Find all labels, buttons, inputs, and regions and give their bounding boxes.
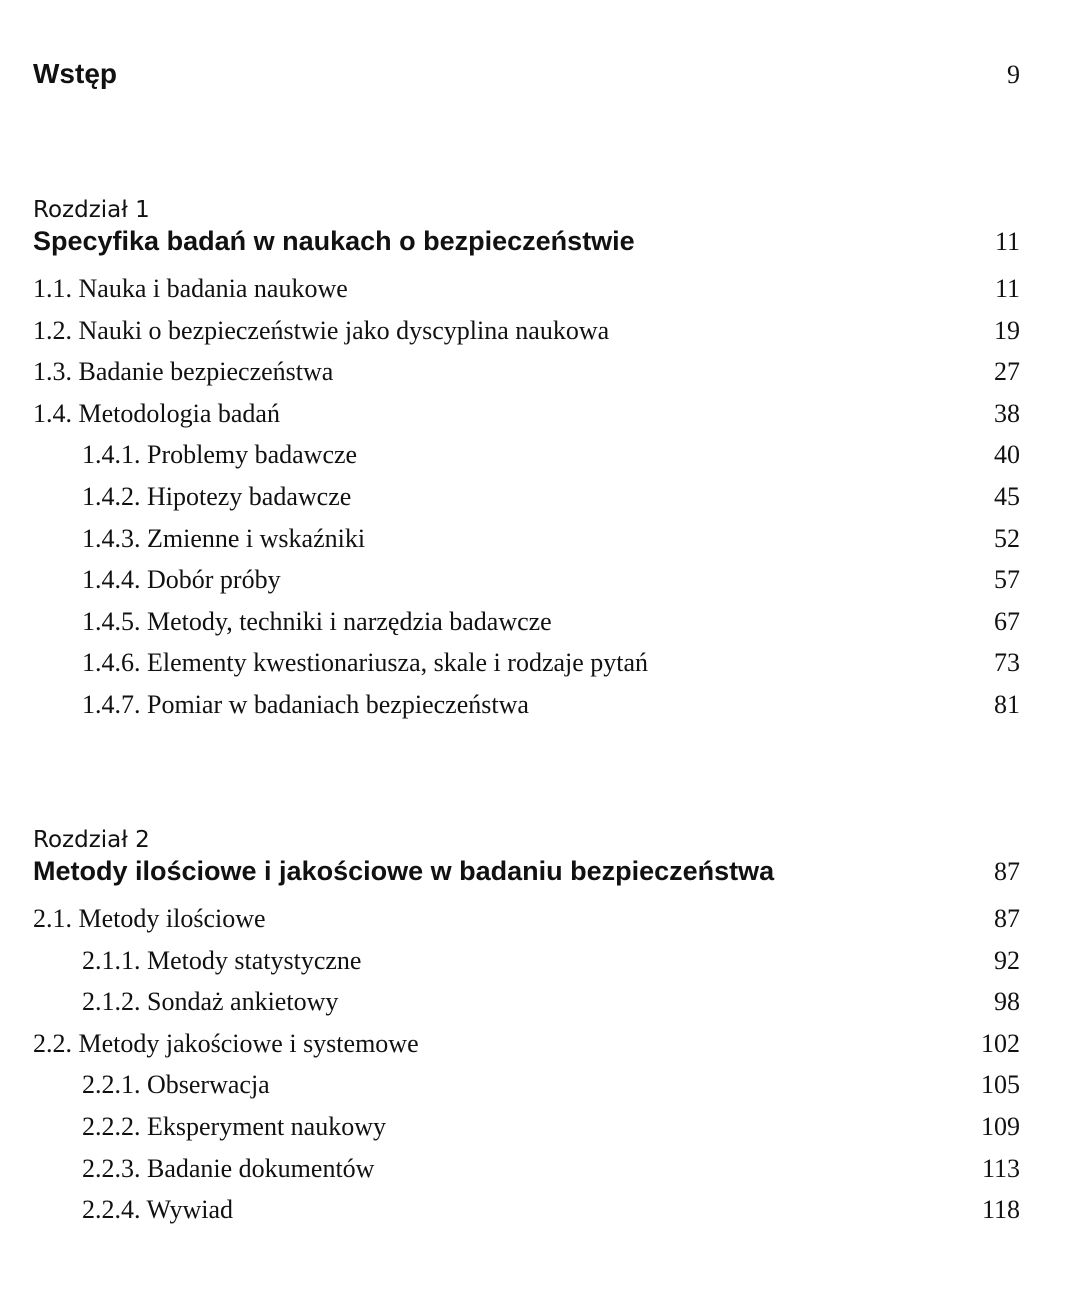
entry-title: 2.1.1. Metody statystyczne bbox=[82, 945, 362, 975]
entry-title: 1.4.2. Hipotezy badawcze bbox=[82, 481, 352, 511]
toc-entry bbox=[33, 399, 1020, 441]
entry-page-number: 92 bbox=[994, 945, 1020, 975]
toc-entry bbox=[33, 1029, 1020, 1071]
toc-entry bbox=[33, 690, 1020, 732]
toc-entry bbox=[33, 904, 1020, 946]
entry-title: 1.2. Nauki o bezpieczeństwie jako dyscyplina naukowa bbox=[33, 315, 610, 345]
entry-list bbox=[33, 274, 1020, 732]
entry-title: 1.3. Badanie bezpieczeństwa bbox=[33, 357, 334, 387]
entry-page-number: 57 bbox=[994, 565, 1020, 595]
toc-entry bbox=[33, 482, 1020, 524]
entry-title: 1.1. Nauka i badania naukowe bbox=[33, 274, 348, 303]
entry-page-number: 87 bbox=[994, 904, 1020, 933]
chapter-heading-row bbox=[33, 226, 1020, 274]
entry-page-number: 52 bbox=[994, 523, 1020, 553]
entry-list bbox=[33, 904, 1020, 1237]
chapter-section bbox=[33, 194, 1020, 732]
toc-entry bbox=[33, 1070, 1020, 1112]
toc-entry bbox=[33, 648, 1020, 690]
chapter-section bbox=[33, 824, 1020, 1237]
toc-entry bbox=[33, 946, 1020, 988]
entry-title: 2.2.2. Eksperyment naukowy bbox=[82, 1111, 387, 1141]
toc-entry bbox=[33, 1195, 1020, 1237]
toc-intro-row bbox=[33, 58, 1020, 90]
entry-title: 1.4. Metodologia badań bbox=[33, 398, 280, 428]
toc-entry bbox=[33, 357, 1020, 399]
entry-page-number: 38 bbox=[994, 398, 1020, 428]
entry-page-number: 109 bbox=[981, 1111, 1020, 1141]
chapter-page-number: 11 bbox=[994, 227, 1020, 256]
entry-title: 2.2.1. Obserwacja bbox=[82, 1070, 270, 1100]
entry-title: 1.4.5. Metody, techniki i narzędzia badawcze bbox=[82, 606, 552, 636]
intro-page-number: 9 bbox=[1007, 60, 1020, 89]
entry-page-number: 102 bbox=[981, 1028, 1020, 1058]
entry-title: 1.4.4. Dobór próby bbox=[82, 565, 281, 595]
chapter-title: Metody ilościowe i jakościowe w badaniu bezpieczeństwa bbox=[33, 856, 775, 886]
toc-entry bbox=[33, 316, 1020, 358]
entry-page-number: 113 bbox=[981, 1153, 1020, 1183]
entry-page-number: 67 bbox=[994, 606, 1020, 636]
chapter-heading-row bbox=[33, 856, 1020, 904]
intro-title: Wstęp bbox=[33, 58, 117, 89]
entry-page-number: 118 bbox=[981, 1195, 1020, 1225]
entry-page-number: 105 bbox=[981, 1070, 1020, 1100]
entry-page-number: 45 bbox=[994, 481, 1020, 511]
toc-entry bbox=[33, 565, 1020, 607]
entry-title: 2.1.2. Sondaż ankietowy bbox=[82, 987, 339, 1017]
toc-entry bbox=[33, 440, 1020, 482]
chapter-label: Rozdział 2 bbox=[33, 827, 150, 853]
entry-title: 2.1. Metody ilościowe bbox=[33, 904, 266, 933]
entry-title: 1.4.3. Zmienne i wskaźniki bbox=[82, 523, 366, 553]
entry-page-number: 19 bbox=[994, 315, 1020, 345]
entry-page-number: 81 bbox=[994, 689, 1020, 719]
entry-title: 2.2. Metody jakościowe i systemowe bbox=[33, 1028, 419, 1058]
toc-entry bbox=[33, 1154, 1020, 1196]
toc-entry bbox=[33, 524, 1020, 566]
entry-page-number: 73 bbox=[994, 648, 1020, 678]
entry-page-number: 27 bbox=[994, 357, 1020, 387]
toc-entry bbox=[33, 1112, 1020, 1154]
toc-entry bbox=[33, 607, 1020, 649]
toc-entry bbox=[33, 987, 1020, 1029]
chapter-title: Specyfika badań w naukach o bezpieczeństwie bbox=[33, 226, 635, 256]
entry-page-number: 98 bbox=[994, 987, 1020, 1017]
entry-page-number: 11 bbox=[994, 274, 1020, 303]
entry-title: 2.2.3. Badanie dokumentów bbox=[82, 1153, 375, 1183]
chapter-label: Rozdział 1 bbox=[33, 197, 150, 223]
entry-page-number: 40 bbox=[994, 440, 1020, 470]
entry-title: 1.4.7. Pomiar w badaniach bezpieczeństwa bbox=[82, 689, 529, 719]
chapter-page-number: 87 bbox=[994, 857, 1020, 886]
entry-title: 1.4.6. Elementy kwestionariusza, skale i rodzaje pytań bbox=[82, 648, 649, 678]
toc-entry bbox=[33, 274, 1020, 316]
entry-title: 1.4.1. Problemy badawcze bbox=[82, 440, 358, 470]
entry-title: 2.2.4. Wywiad bbox=[82, 1195, 234, 1225]
